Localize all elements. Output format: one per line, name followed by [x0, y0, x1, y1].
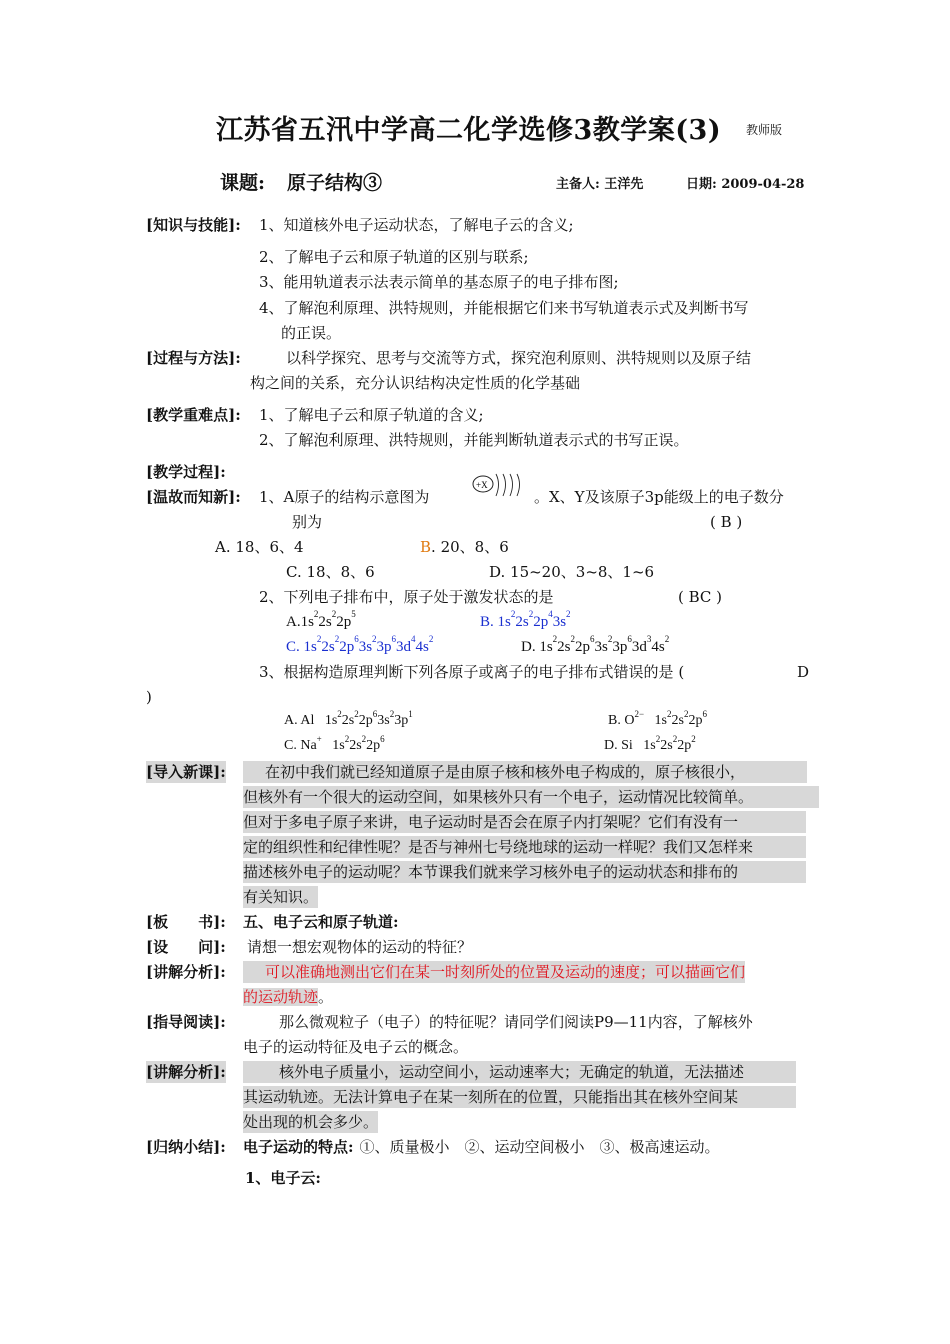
board-text: 五、电子云和原子轨道:: [243, 913, 399, 931]
explain2-label: [讲解分析]:: [146, 1063, 226, 1081]
q2-text: 2、下列电子排布中，原子处于激发状态的是: [259, 588, 554, 606]
explain1-text: 的运动轨迹。: [243, 988, 334, 1006]
explain1-label: [讲解分析]:: [146, 963, 226, 981]
intro-text: 有关知识。: [243, 888, 319, 906]
reading-text: 电子的运动特征及电子云的概念。: [243, 1038, 469, 1056]
q3-option-a: A. Al $1s^22s^22p^63s^23p^1$: [284, 709, 413, 728]
atom-structure-diagram: [472, 472, 534, 504]
knowledge-item: 3、能用轨道表示法表示简单的基态原子的电子排布图;: [259, 273, 619, 291]
knowledge-item: 2、了解电子云和原子轨道的区别与联系;: [259, 248, 529, 266]
q1-answer: ( B ): [710, 513, 743, 531]
intro-label: [导入新课]:: [146, 763, 226, 781]
explain2-text: 其运动轨迹。无法计算电子在某一刻所在的位置，只能指出其在核外空间某: [243, 1086, 796, 1108]
q3-answer: D: [797, 663, 810, 681]
explain1-text: 可以准确地测出它们在某一时刻所处的位置及运动的速度；可以描画它们: [243, 961, 745, 983]
process-label: [过程与方法]:: [146, 349, 241, 367]
atom-symbol: +X: [476, 480, 488, 490]
key-points-label: [教学重难点]:: [146, 406, 241, 424]
review-label: [温故而知新]:: [146, 488, 241, 506]
key-point-item: 1、了解电子云和原子轨道的含义;: [259, 406, 484, 424]
knowledge-item: 1、知道核外电子运动状态，了解电子云的含义;: [259, 216, 574, 234]
intro-text: 定的组织性和纪律性呢？是否与神州七号绕地球的运动一样呢？我们又怎样来: [243, 836, 806, 858]
process-text: 以科学探究、思考与交流等方式，探究泡利原则、洪特规则以及原子结: [286, 349, 752, 367]
teaching-process-label: [教学过程]:: [146, 463, 226, 481]
q3-option-c: C. Na+ $1s^22s^22p^6$: [284, 734, 385, 753]
edition-label: 教师版: [746, 123, 783, 137]
q3-option-d: D. Si $1s^22s^22p^2$: [604, 734, 696, 753]
q1-option-b: B. 20、8、6: [420, 538, 509, 556]
knowledge-item: 的正误。: [281, 324, 342, 342]
date: 日期: 2009-04-28: [686, 177, 805, 192]
question-text: 请想一想宏观物体的运动的特征？: [247, 938, 473, 956]
reading-label: [指导阅读]:: [146, 1013, 226, 1031]
explain2-text: 处出现的机会多少。: [243, 1113, 379, 1131]
board-label: [板 书]:: [146, 913, 226, 931]
explain2-text: 核外电子质量小，运动空间小，运动速率大；无确定的轨道，无法描述: [243, 1061, 796, 1083]
topic: 原子结构③: [287, 172, 383, 194]
intro-text: 在初中我们就已经知道原子是由原子核和核外电子构成的，原子核很小，: [243, 761, 807, 783]
q1-option-d: D. 15~20、3~8、1~6: [489, 563, 655, 581]
q2-answer: ( BC ): [678, 588, 723, 606]
intro-text: 但对于多电子原子来讲，电子运动时是否会在原子内打架呢？它们有没有一: [243, 811, 806, 833]
process-text: 构之间的关系，充分认识结构决定性质的化学基础: [250, 374, 581, 392]
key-point-item: 2、了解泡利原理、洪特规则，并能判断轨道表示式的书写正误。: [259, 431, 689, 449]
q3-option-b: B. $O^{2-}$ $1s^22s^22p^6$: [608, 709, 707, 728]
question-label: [设 问]:: [146, 938, 226, 956]
q1-text: 1、A原子的结构示意图为: [259, 488, 430, 506]
topic-label: 课题:: [220, 172, 266, 194]
subheading-electron-cloud: 1、电子云:: [245, 1169, 321, 1187]
reading-text: 那么微观粒子（电子）的特征呢？请同学们阅读P9—11内容，了解核外: [279, 1013, 753, 1031]
q1-option-a: A. 18、6、4: [215, 538, 304, 556]
intro-text: 但核外有一个很大的运动空间，如果核外只有一个电子，运动情况比较简单。: [243, 786, 819, 808]
q1-text: 别为: [292, 513, 323, 531]
summary-text: 电子运动的特点: ①、质量极小 ②、运动空间极小 ③、极高速运动。: [243, 1138, 720, 1156]
preparer: 主备人: 王洋先: [556, 177, 644, 192]
knowledge-label: [知识与技能]:: [146, 216, 241, 234]
q2-option-a: $A.1s^22s^22p^5$: [286, 609, 356, 630]
q2-option-b: B. $1s^22s^22p^43s^2$: [480, 609, 571, 630]
q1-option-c: C. 18、8、6: [286, 563, 375, 581]
intro-text: 描述核外电子的运动呢？本节课我们就来学习核外电子的运动状态和排布的: [243, 861, 806, 883]
q1-text: 。X、Y及该原子3p能级上的电子数分: [534, 488, 784, 506]
summary-label: [归纳小结]:: [146, 1138, 226, 1156]
q2-option-c: C. $1s^22s^22p^63s^23p^63d^44s^2$: [286, 634, 434, 655]
q3-close: ): [146, 688, 152, 706]
q3-text: 3、根据构造原理判断下列各原子或离子的电子排布式错误的是 (: [259, 663, 685, 681]
page-title: 江苏省五汛中学高二化学选修3教学案(3): [216, 115, 722, 146]
knowledge-item: 4、了解泡利原理、洪特规则，并能根据它们来书写轨道表示式及判断书写: [259, 299, 749, 317]
q2-option-d: D. $1s^22s^22p^63s^23p^63d^34s^2$: [521, 634, 670, 655]
